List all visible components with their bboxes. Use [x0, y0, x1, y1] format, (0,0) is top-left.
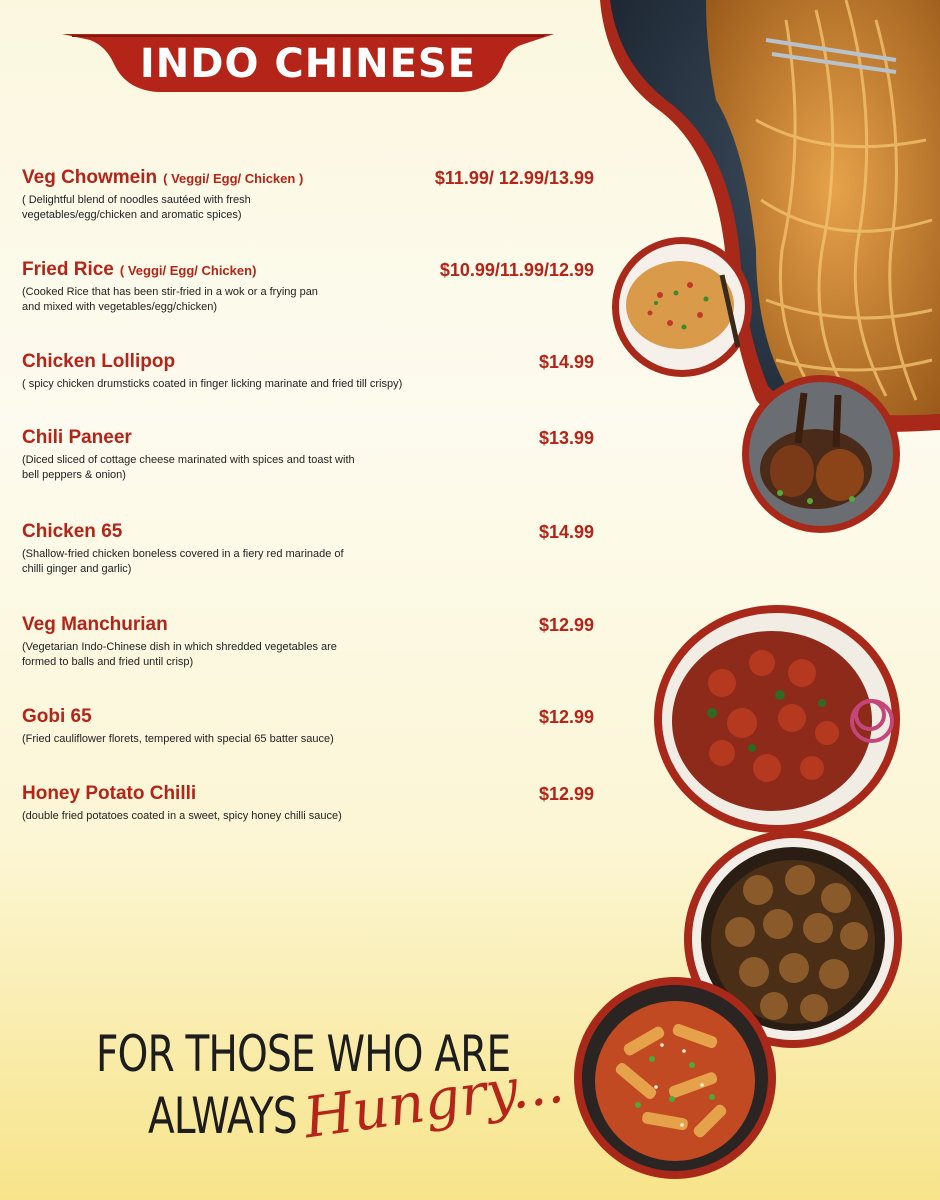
menu-item-gobi-65	[22, 705, 597, 747]
menu-item-veg-chowmein	[22, 166, 597, 223]
menu-item-fried-rice	[22, 258, 597, 315]
header-banner	[62, 28, 554, 96]
menu-item-chicken-lollipop	[22, 350, 597, 392]
item-description: (Shallow-fried chicken boneless covered in a fiery red marinade of chilli ginger and garlic)	[22, 548, 344, 575]
menu-item-honey-potato-chilli	[22, 782, 597, 824]
honey-potato-chilli-photo	[572, 975, 778, 1181]
menu-item-veg-manchurian	[22, 613, 597, 670]
item-price: $12.99	[538, 784, 594, 804]
item-price: $14.99	[538, 522, 594, 542]
menu-item-chicken-65	[22, 520, 597, 577]
item-name: Veg Chowmein	[22, 167, 158, 188]
page-title: INDO CHINESE	[139, 41, 477, 87]
item-price: $12.99	[538, 615, 594, 635]
item-description: (Vegetarian Indo-Chinese dish in which shredded vegetables are formed to balls and fried until crisp)	[22, 641, 337, 668]
item-name: Chicken Lollipop	[22, 351, 176, 372]
chicken-65-photo	[652, 603, 902, 835]
item-variants: ( Veggi/ Egg/ Chicken)	[119, 263, 257, 278]
item-description: (Cooked Rice that has been stir-fried in a wok or a frying pan and mixed with vegetables/egg/chicken)	[22, 286, 318, 313]
item-price: $11.99/ 12.99/13.99	[434, 168, 594, 188]
item-variants: ( Veggi/ Egg/ Chicken )	[163, 171, 304, 186]
item-description: (double fried potatoes coated in a sweet, spicy honey chilli sauce)	[22, 810, 342, 822]
item-description: ( spicy chicken drumsticks coated in finger licking marinate and fried till crispy)	[22, 378, 403, 390]
item-price: $14.99	[538, 352, 594, 372]
chicken-lollipop-photo	[740, 373, 902, 535]
item-name: Gobi 65	[22, 706, 92, 727]
item-name: Chili Paneer	[22, 427, 132, 448]
item-price: $10.99/11.99/12.99	[439, 260, 594, 280]
item-description: (Diced sliced of cottage cheese marinated with spices and toast with bell peppers & onion)	[22, 454, 355, 481]
item-name: Fried Rice	[22, 259, 114, 280]
item-name: Veg Manchurian	[22, 614, 168, 635]
fried-rice-photo	[610, 235, 754, 379]
item-price: $12.99	[538, 707, 594, 727]
tagline-line-1: FOR THOSE WHO ARE	[96, 1025, 511, 1083]
menu-item-chili-paneer	[22, 426, 597, 483]
item-name: Chicken 65	[22, 521, 123, 542]
item-description: ( Delightful blend of noodles sautéed with fresh vegetables/egg/chicken and aromatic spices)	[22, 194, 251, 221]
item-name: Honey Potato Chilli	[22, 783, 197, 804]
item-description: (Fried cauliflower florets, tempered with special 65 batter sauce)	[22, 733, 334, 745]
tagline-line-2: ALWAYS	[148, 1087, 297, 1145]
tagline-script: Hungry...	[299, 1050, 568, 1152]
item-price: $13.99	[538, 428, 594, 448]
